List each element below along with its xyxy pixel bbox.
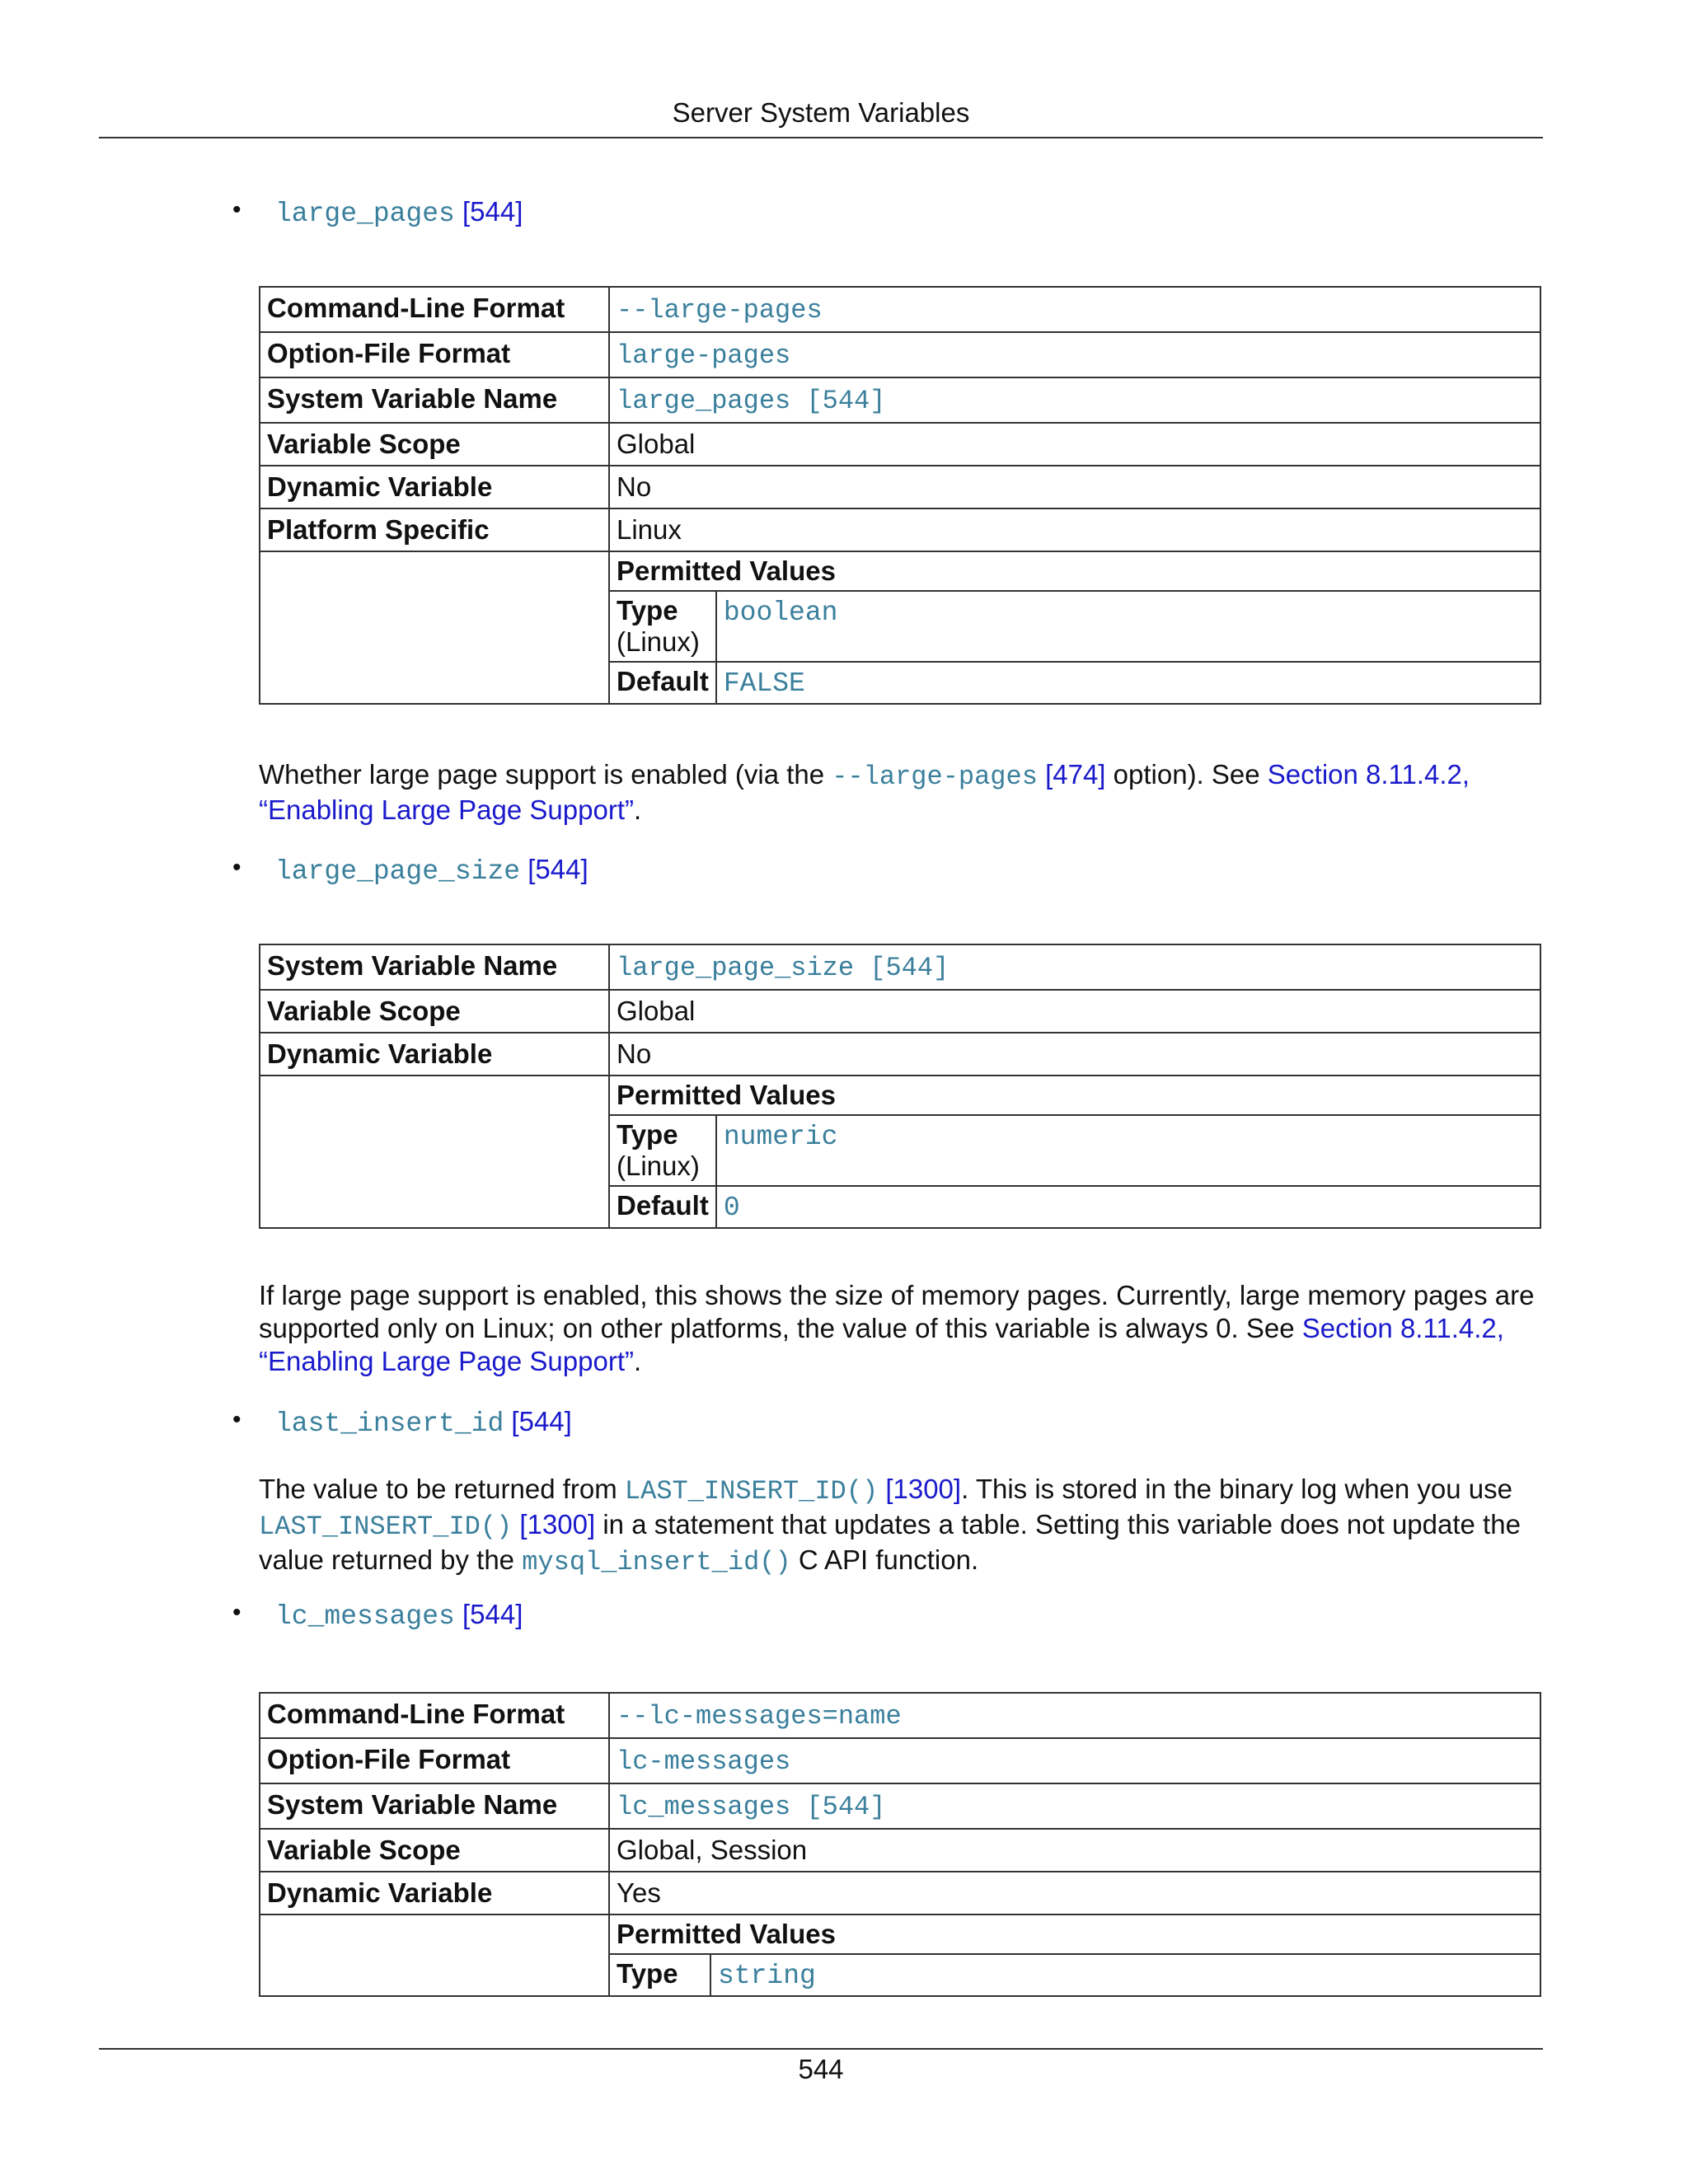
bullet-dot: •	[232, 1406, 241, 1433]
table-row	[260, 1693, 1540, 1738]
type-value	[716, 1115, 1540, 1186]
default-value-text: 0	[723, 1193, 740, 1223]
permitted-values-cell	[609, 551, 1540, 704]
row-value: Yes	[609, 1872, 1540, 1915]
header-rule	[99, 137, 1543, 138]
row-value: No	[609, 466, 1540, 509]
row-label: Dynamic Variable	[260, 1033, 609, 1076]
variable-table-lc-messages	[259, 1692, 1541, 1997]
row-value	[609, 944, 1540, 990]
desc-text: The value to be returned from	[259, 1474, 625, 1504]
default-value	[716, 1186, 1540, 1227]
row-label: Option-File Format	[260, 332, 609, 377]
footer-rule	[99, 2048, 1543, 2050]
row-label: Dynamic Variable	[260, 466, 609, 509]
row-label: System Variable Name	[260, 1783, 609, 1829]
page-ref-link[interactable]: [544]	[462, 196, 523, 227]
table-row	[260, 551, 1540, 704]
type-platform: (Linux)	[617, 1151, 700, 1181]
table-row	[260, 1738, 1540, 1783]
entry-term	[275, 1599, 523, 1632]
variable-link[interactable]: large_page_size [544]	[617, 953, 950, 983]
page-ref-link[interactable]: [544]	[528, 854, 588, 884]
default-label: Default	[610, 1186, 716, 1227]
bullet-dot: •	[232, 196, 241, 223]
row-value	[609, 1738, 1540, 1783]
desc-text: in a statement that updates a table. Setting this variable does not update the value returned by the	[259, 1509, 1521, 1575]
permitted-values-cell	[609, 1076, 1540, 1228]
table-row	[260, 466, 1540, 509]
table-row	[260, 332, 1540, 377]
type-label	[610, 591, 716, 662]
variable-table-large-pages	[259, 286, 1541, 705]
option-link[interactable]: lc-messages	[617, 1746, 791, 1777]
entry-term	[275, 1406, 572, 1439]
option-link[interactable]: --large-pages	[617, 295, 823, 326]
desc-text: . This is stored in the binary log when you use	[961, 1474, 1513, 1504]
page-number: 544	[798, 2054, 844, 2084]
row-label: Option-File Format	[260, 1738, 609, 1783]
option-link[interactable]: large-pages	[617, 340, 791, 371]
type-value	[716, 591, 1540, 662]
row-label: Command-Line Format	[260, 1693, 609, 1738]
page-ref-link[interactable]: [544]	[462, 1599, 523, 1629]
table-row	[260, 423, 1540, 466]
permitted-values-heading: Permitted Values	[610, 1076, 1540, 1115]
permitted-values-table	[610, 552, 1540, 703]
empty-cell	[260, 1915, 609, 1996]
table-row	[260, 1829, 1540, 1872]
type-label	[610, 1115, 716, 1186]
variable-link[interactable]: last_insert_id	[275, 1408, 504, 1439]
row-label: System Variable Name	[260, 377, 609, 423]
entry-term	[275, 196, 523, 229]
type-platform: (Linux)	[617, 626, 700, 657]
row-value: Linux	[609, 509, 1540, 551]
running-header: Server System Variables	[672, 97, 970, 128]
bullet-dot: •	[232, 854, 241, 881]
function-link[interactable]: LAST_INSERT_ID()	[624, 1476, 879, 1507]
table-row	[260, 990, 1540, 1033]
default-label: Default	[610, 662, 716, 703]
desc-text: Whether large page support is enabled (via the	[259, 759, 832, 790]
page-ref-link[interactable]: [544]	[511, 1406, 572, 1436]
empty-cell	[260, 1076, 609, 1228]
description-large-page-size	[259, 1279, 1541, 1378]
row-value	[609, 377, 1540, 423]
type-value	[710, 1954, 1540, 1995]
table-row	[260, 1076, 1540, 1228]
default-value-text: FALSE	[723, 668, 805, 699]
desc-text: .	[633, 794, 642, 825]
option-link[interactable]: --large-pages	[832, 762, 1038, 792]
page-ref-link[interactable]: [1300]	[885, 1474, 962, 1504]
row-value: Global	[609, 423, 1540, 466]
row-value	[609, 287, 1540, 332]
row-value: No	[609, 1033, 1540, 1076]
row-label: Dynamic Variable	[260, 1872, 609, 1915]
section-link[interactable]: Section 8.11.4.2, “Enabling Large Page Support”	[259, 759, 1470, 825]
row-label: Variable Scope	[260, 990, 609, 1033]
desc-text: .	[633, 1346, 642, 1376]
row-label: System Variable Name	[260, 944, 609, 990]
type-value-text: boolean	[723, 598, 838, 628]
entry-term	[275, 854, 588, 887]
row-value	[609, 1783, 1540, 1829]
permitted-values-heading: Permitted Values	[610, 1915, 1540, 1954]
variable-table-large-page-size	[259, 944, 1541, 1229]
table-row	[260, 1783, 1540, 1829]
variable-link[interactable]: large_pages	[275, 199, 455, 229]
function-link[interactable]: mysql_insert_id()	[522, 1547, 791, 1577]
permitted-values-table	[610, 1076, 1540, 1227]
table-row	[260, 1033, 1540, 1076]
row-value	[609, 1693, 1540, 1738]
description-last-insert-id	[259, 1473, 1541, 1579]
row-label: Platform Specific	[260, 509, 609, 551]
row-value: Global, Session	[609, 1829, 1540, 1872]
variable-link[interactable]: large_page_size	[275, 856, 521, 887]
table-row	[260, 944, 1540, 990]
permitted-values-heading: Permitted Values	[610, 552, 1540, 591]
empty-cell	[260, 551, 609, 704]
desc-text: option). See	[1105, 759, 1268, 790]
page-ref-link[interactable]: [474]	[1045, 759, 1106, 790]
variable-link[interactable]: lc_messages	[275, 1601, 455, 1632]
bullet-dot: •	[232, 1599, 241, 1626]
type-value-text: string	[718, 1961, 816, 1991]
option-link[interactable]: --lc-messages=name	[617, 1701, 902, 1732]
desc-text: If large page support is enabled, this shows the size of memory pages. Currently, large memory pages are supported only on Linux; on other platforms, the value of this variable is always 0. See	[259, 1280, 1535, 1343]
type-value-text: numeric	[723, 1122, 838, 1152]
row-label: Variable Scope	[260, 1829, 609, 1872]
page-ref-link[interactable]: [1300]	[519, 1509, 596, 1540]
description-large-pages	[259, 758, 1541, 827]
variable-link[interactable]: large_pages [544]	[617, 386, 886, 416]
permitted-values-cell	[609, 1915, 1540, 1996]
type-label: Type	[610, 1954, 710, 1995]
default-value	[716, 662, 1540, 703]
type-label-text: Type	[617, 1119, 678, 1150]
type-label-text: Type	[617, 595, 678, 626]
row-label: Variable Scope	[260, 423, 609, 466]
table-row	[260, 1915, 1540, 1996]
row-value: Global	[609, 990, 1540, 1033]
table-row	[260, 1872, 1540, 1915]
table-row	[260, 377, 1540, 423]
row-label: Command-Line Format	[260, 287, 609, 332]
permitted-values-table	[610, 1915, 1540, 1995]
table-row	[260, 287, 1540, 332]
desc-text: C API function.	[790, 1544, 979, 1575]
row-value	[609, 332, 1540, 377]
function-link[interactable]: LAST_INSERT_ID()	[259, 1511, 513, 1542]
variable-link[interactable]: lc_messages [544]	[617, 1792, 886, 1822]
section-link[interactable]: Section 8.11.4.2, “Enabling Large Page Support”	[259, 1313, 1504, 1376]
table-row	[260, 509, 1540, 551]
